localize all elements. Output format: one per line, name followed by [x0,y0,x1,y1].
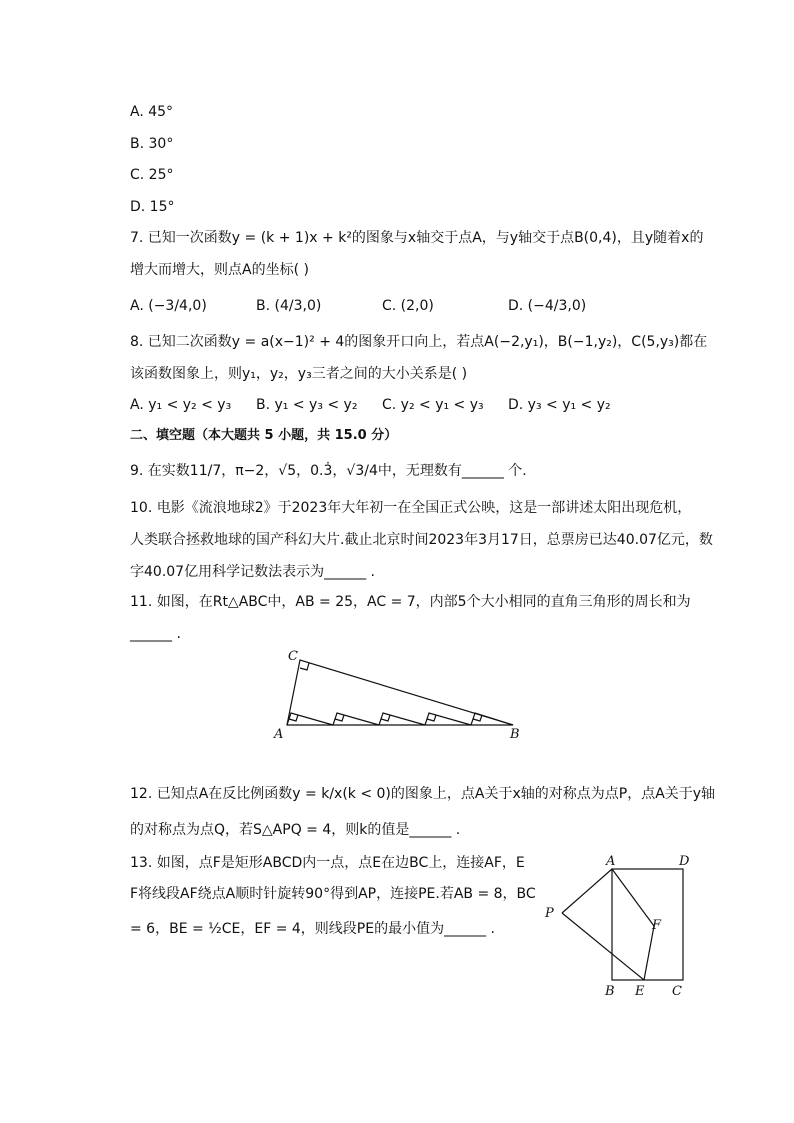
q8-option-c: C. y₂ < y₁ < y₃ [382,397,484,413]
q7-option-b: B. (4/3,0) [256,298,322,314]
q12-line2: 的对称点为点Q，若S△APQ = 4，则k的值是______ . [130,822,461,838]
section-2-heading: 二、填空题（本大题共 5 小题，共 15.0 分） [130,428,398,443]
label-d: D [679,854,690,869]
q6-option-a: A. 45° [130,104,174,120]
q8-stem-line2: 该函数图象上，则y₁，y₂，y₃三者之间的大小关系是( ) [130,366,468,382]
q8-stem-line1: 8. 已知二次函数y = a(x−1)² + 4的图象开口向上，若点A(−2,y₁)，B(−1,y₂)，C(5,y₃)都在 [130,334,708,350]
label-b: B [605,984,615,999]
triangle-abc [287,660,513,725]
q8-option-a: A. y₁ < y₂ < y₃ [130,397,232,413]
q7-stem-line2: 增大而增大，则点A的坐标( ) [130,262,309,278]
q13-line2: F将线段AF绕点A顺时针旋转90°得到AP，连接PE.若AB = 8，BC [130,886,536,902]
q7-stem-line1: 7. 已知一次函数y = (k + 1)x + k²的图象与x轴交于点A，与y轴交于点B(0,4)，且y随着x的 [130,230,704,246]
q7-option-a: A. (−3/4,0) [130,298,207,314]
q11-triangle-figure [270,645,530,745]
label-c: C [288,649,298,664]
q10-line1: 10. 电影《流浪地球2》于2023年大年初一在全国正式公映，这是一部讲述太阳出现危机， [130,500,692,516]
q13-line1: 13. 如图，点F是矩形ABCD内一点，点E在边BC上，连接AF，E [130,855,525,871]
q10-line3: 字40.07亿用科学记数法表示为______ . [130,564,375,580]
q8-option-b: B. y₁ < y₃ < y₂ [256,397,358,413]
q13-line3: = 6，BE = ½CE，EF = 4，则线段PE的最小值为______ . [130,921,495,937]
label-a: A [274,727,284,742]
inner-right-triangles [287,713,513,725]
label-e: E [635,984,645,999]
q8-option-d: D. y₃ < y₁ < y₂ [508,397,611,413]
label-c: C [672,984,682,999]
q13-rectangle-figure [540,850,710,1000]
q7-option-c: C. (2,0) [382,298,434,314]
q12-line1: 12. 已知点A在反比例函数y = k/x(k < 0)的图象上，点A关于x轴的对称点为点P，点A关于y轴 [130,786,716,802]
q6-option-b: B. 30° [130,136,174,152]
q9-stem: 9. 在实数11/7，π−2，√5，0.3̇，√3/4中，无理数有______ 个. [130,463,527,479]
label-f: F [652,918,662,933]
label-p: P [545,906,554,921]
label-a: A [606,854,616,869]
q6-option-d: D. 15° [130,199,175,215]
q7-option-d: D. (−4/3,0) [508,298,587,314]
q11-line1: 11. 如图，在Rt△ABC中，AB = 25，AC = 7，内部5个大小相同的直角三角形的周长和为 [130,594,691,610]
q10-line2: 人类联合拯救地球的国产科幻大片.截止北京时间2023年3月17日，总票房已达40.07亿元，数 [130,532,713,548]
q6-option-c: C. 25° [130,167,174,183]
label-b: B [510,727,520,742]
q11-line2: ______ . [130,626,181,642]
